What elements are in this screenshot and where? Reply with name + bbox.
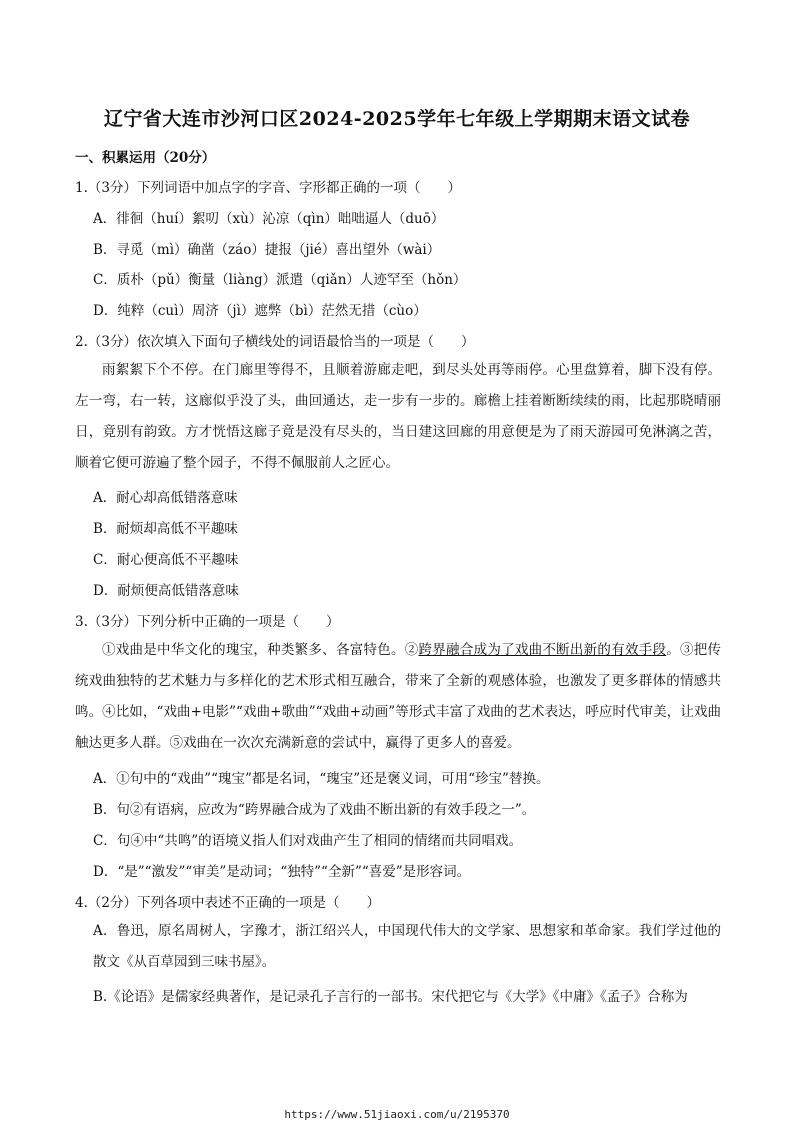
sentence-number-3: ③ — [680, 642, 694, 658]
sentence-2-end: 。 — [666, 642, 681, 658]
sentence-number-4: ④ — [102, 704, 116, 720]
sentence-3: 把传统戏曲独特的艺术魅力与多样化的艺术形式相互融合，带来了全新的观感体验，也激发了更多群体的情感共鸣。 — [75, 642, 722, 720]
question-2-option-b: B．耐烦却高低不平趣味 — [93, 521, 238, 537]
question-2-stem: 2.（3分）依次填入下面句子横线处的词语最恰当的一项是（ ） — [75, 334, 475, 350]
sentence-number-1: ① — [102, 642, 116, 658]
question-4-option-b: B.《论语》是儒家经典著作，是记录孔子言行的一部书。宋代把它与《大学》《中庸》《孟子》合称为 — [93, 989, 688, 1005]
sentence-1: 戏曲是中华文化的瑰宝，种类繁多、各富特色。 — [115, 642, 405, 658]
sentence-number-5: ⑤ — [169, 735, 183, 751]
question-3-passage — [75, 635, 721, 759]
question-2-passage: 雨絮絮下个不停。在门廊里等得不，且顺着游廊走吧，到尽头处再等雨停。心里盘算着，脚下没有停。左一弯，右一转，这廊似乎没了头，曲回通达，走一步有一步的。廊檐上挂着断断续续的雨，比起那晓晴丽日，竟别有韵致。方才恍悟这廊子竟是没有尽头的，当日建这回廊的用意便是为了雨天游园可免淋漓之苦，顺着它便可游遍了整个园子，不得不佩服前人之匠心。 — [75, 362, 721, 471]
question-3-stem: 3.（3分）下列分析中正确的一项是（ ） — [75, 614, 340, 630]
section-heading: 一、积累运用（20分） — [75, 150, 216, 166]
question-4-stem: 4.（2分）下列各项中表述不正确的一项是（ ） — [75, 895, 380, 911]
sentence-2-underlined: 跨界融合成为了戏曲不断出新的有效手段 — [418, 642, 667, 658]
question-1-option-a: A．徘徊（huí）絮叨（xù）沁凉（qìn）咄咄逼人（duō） — [93, 211, 445, 227]
question-3-option-c: C．句④中“共鸣”的语境义指人们对戏曲产生了相同的情绪而共同唱戏。 — [93, 833, 523, 849]
question-3-option-d: D．“是”“激发”“审美”是动词；“独特”“全新”“喜爱”是形容词。 — [93, 864, 471, 880]
question-1-option-c: C．质朴（pǔ）衡量（liàng）派遣（qiǎn）人迹罕至（hǒn） — [93, 272, 467, 288]
question-2-option-c: C．耐心便高低不平趣味 — [93, 552, 239, 568]
sentence-number-2: ② — [404, 642, 419, 658]
sentence-4: 比如，“戏曲+电影”“戏曲+歌曲”“戏曲+动画”等形式丰富了戏曲的艺术表达，呼应时代审美，让戏曲触达更多人群。 — [75, 704, 722, 751]
page-title: 辽宁省大连市沙河口区2024-2025学年七年级上学期期末语文试卷 — [103, 108, 691, 130]
question-3-option-b: B．句②有语病，应改为“跨界融合成为了戏曲不断出新的有效手段之一”。 — [93, 802, 536, 818]
question-2-option-d: D．耐烦便高低错落意味 — [93, 583, 239, 599]
question-4-option-a: A．鲁迅，原名周树人，字豫才，浙江绍兴人，中国现代伟大的文学家、思想家和革命家。我们学过他的散文《从百草园到三味书屋》。 — [93, 923, 721, 970]
question-2-option-a: A．耐心却高低错落意味 — [93, 490, 238, 506]
question-1-option-b: B．寻觅（mì）确凿（záo）捷报（jié）喜出望外（wài） — [93, 242, 441, 258]
question-3-option-a: A．①句中的“戏曲”“瑰宝”都是名词，“瑰宝”还是褒义词，可用“珍宝”替换。 — [93, 771, 550, 787]
question-1-option-d: D．纯粹（cuì）周济（jì）遮弊（bì）茫然无措（cùo） — [93, 303, 427, 319]
footer-link[interactable]: https://www.51jiaoxi.com/u/2195370 — [284, 1108, 510, 1121]
question-1-stem: 1.（3分）下列词语中加点字的字音、字形都正确的一项（ ） — [75, 180, 461, 196]
sentence-5: 戏曲在一次次充满新意的尝试中，赢得了更多人的喜爱。 — [183, 735, 521, 751]
